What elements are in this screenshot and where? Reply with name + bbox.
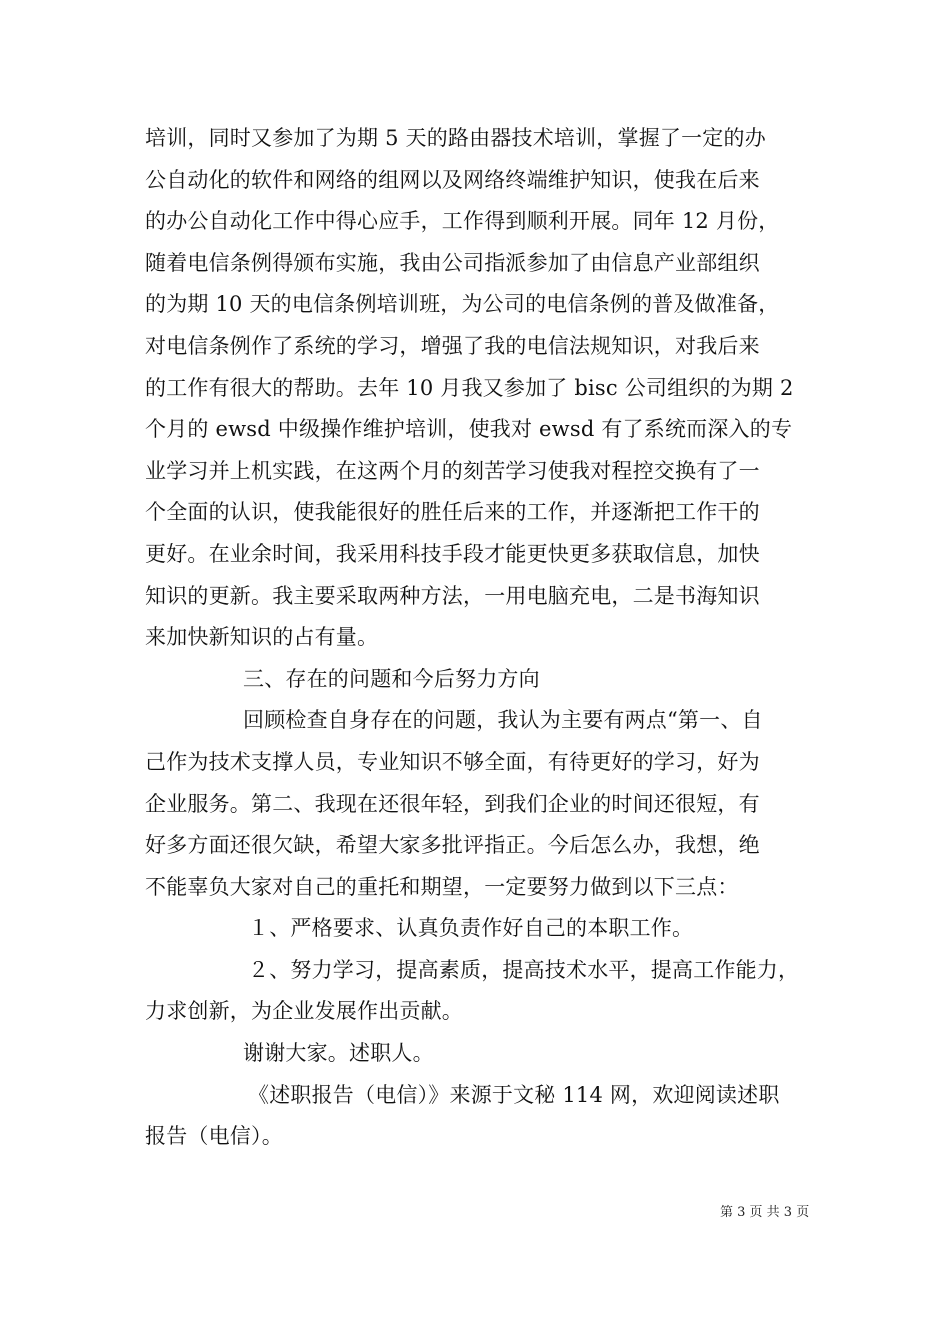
paragraph-line: 对电信条例作了系统的学习，增强了我的电信法规知识，对我后来	[145, 333, 760, 358]
paragraph-line: 好多方面还很欠缺，希望大家多批评指正。今后怎么办，我想，绝	[145, 833, 760, 858]
paragraph-line: 回顾检查自身存在的问题，我认为主要有两点“第一、自	[243, 708, 763, 733]
paragraph-line: 公自动化的软件和网络的组网以及网络终端维护知识，使我在后来	[145, 167, 760, 192]
paragraph-line: 个月的 ewsd 中级操作维护培训，使我对 ewsd 有了系统而深入的专	[145, 417, 793, 442]
document-body	[145, 118, 825, 1158]
paragraph-line: 不能辜负大家对自己的重托和期望，一定要努力做到以下三点：	[145, 874, 739, 899]
paragraph-line: 更好。在业余时间，我采用科技手段才能更快更多获取信息，加快	[145, 541, 760, 566]
list-item: １、严格要求、认真负责作好自己的本职工作。	[248, 916, 694, 941]
paragraph-line: 业学习并上机实践，在这两个月的刻苦学习使我对程控交换有了一	[145, 458, 760, 483]
section-heading: 三、存在的问题和今后努力方向	[243, 666, 540, 691]
paragraph-line: 企业服务。第二、我现在还很年轻，到我们企业的时间还很短，有	[145, 791, 760, 816]
paragraph-line: 的工作有很大的帮助。去年 10 月我又参加了 bisc 公司组织的为期 2	[145, 375, 794, 400]
paragraph-line: 的办公自动化工作中得心应手，工作得到顺利开展。同年 12 月份，	[145, 209, 780, 234]
paragraph-line: 来加快新知识的占有量。	[145, 625, 379, 650]
paragraph-line: 己作为技术支撑人员，专业知识不够全面，有待更好的学习，好为	[145, 749, 760, 774]
page-number: 第 3 页 共 3 页	[720, 1205, 810, 1220]
paragraph-line: 知识的更新。我主要采取两种方法，一用电脑充电，二是书海知识	[145, 583, 760, 608]
source-note: 报告（电信）。	[145, 1124, 283, 1149]
source-note: 《述职报告（电信）》来源于文秘 114 网，欢迎阅读述职	[248, 1082, 780, 1107]
paragraph-line: 个全面的认识，使我能很好的胜任后来的工作，并逐渐把工作干的	[145, 500, 760, 525]
closing-line: 谢谢大家。述职人。	[243, 1041, 434, 1066]
paragraph-line: 的为期 10 天的电信条例培训班，为公司的电信条例的普及做准备，	[145, 292, 780, 317]
paragraph-line: 随着电信条例得颁布实施，我由公司指派参加了由信息产业部组织	[145, 250, 760, 275]
paragraph-line: 培训，同时又参加了为期 5 天的路由器技术培训，掌握了一定的办	[145, 126, 766, 150]
list-item: ２、努力学习，提高素质，提高技术水平，提高工作能力，	[248, 957, 800, 982]
paragraph-line: 力求创新，为企业发展作出贡献。	[145, 999, 463, 1024]
